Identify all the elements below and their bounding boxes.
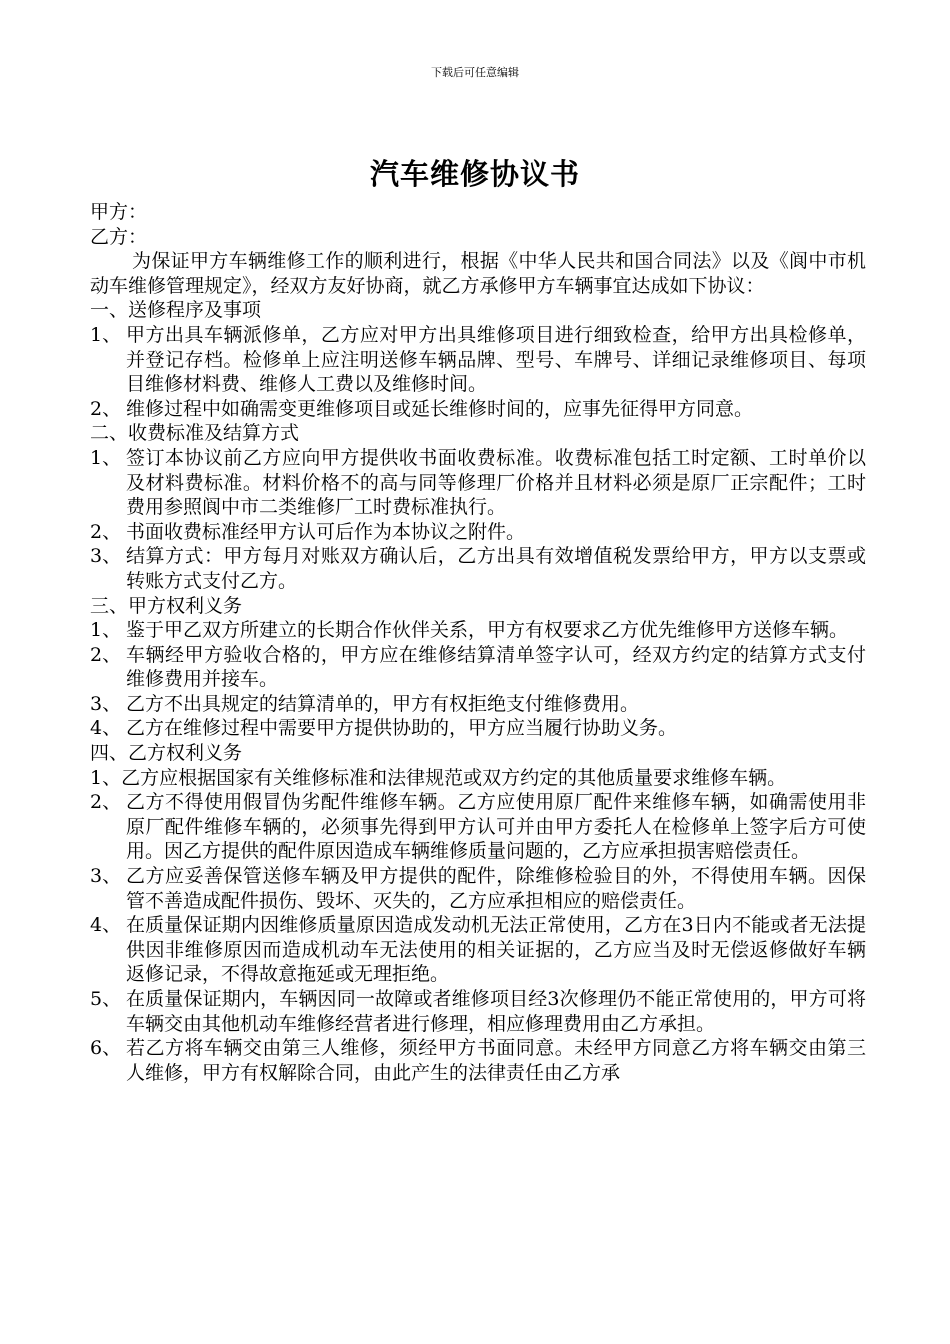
clause-text: 签订本协议前乙方应向甲方提供收书面收费标准。收费标准包括工时定额、工时单价以及材料费标准。材料价格不的高与同等修理厂价格并且材料必须是原厂正宗配件；工时费用参照阆中市二类维修厂工时费标准执行。 [126, 446, 866, 519]
clause-number: 2、 [90, 791, 122, 814]
clause-number: 2、 [90, 643, 122, 666]
clause-text: 乙方应根据国家有关维修标准和法律规范或双方约定的其他质量要求维修车辆。 [121, 766, 787, 789]
clause-text: 维修过程中如确需变更维修项目或延长维修时间的，应事先征得甲方同意。 [126, 397, 754, 420]
clause-item [90, 864, 866, 913]
clause-item [90, 397, 866, 422]
clause-number: 3、 [90, 692, 122, 715]
clause-text: 车辆经甲方验收合格的，甲方应在维修结算清单签字认可，经双方约定的结算方式支付维修费用并接车。 [126, 643, 866, 691]
section-heading: 四、乙方权利义务 [90, 742, 243, 765]
clause-text: 若乙方将车辆交由第三人维修，须经甲方书面同意。未经甲方同意乙方将车辆交由第三人维修，甲方有权解除合同，由此产生的法律责任由乙方承 [126, 1037, 866, 1084]
clause-text: 乙方应妥善保管送修车辆及甲方提供的配件，除维修检验目的外，不得使用车辆。因保管不善造成配件损伤、毁坏、灭失的，乙方应承担相应的赔偿责任。 [126, 865, 866, 912]
clause-text: 书面收费标准经甲方认可后作为本协议之附件。 [126, 520, 526, 543]
section-heading: 一、送修程序及事项 [90, 299, 262, 322]
clause-number: 4、 [90, 717, 122, 740]
party-a-label: 甲方： [90, 201, 148, 223]
party-b-label: 乙方： [90, 225, 148, 248]
clause-item [90, 766, 866, 791]
clause-item [90, 323, 866, 397]
clause-number: 1、 [90, 446, 122, 469]
clause-text: 乙方不出具规定的结算清单的，甲方有权拒绝支付维修费用。 [126, 692, 640, 715]
section-heading: 三、甲方权利义务 [90, 594, 243, 617]
clause-number: 3、 [90, 545, 122, 568]
clause-item [90, 618, 866, 643]
clause-number: 1、 [90, 766, 122, 789]
clause-number: 2、 [90, 520, 122, 543]
clause-number: 1、 [90, 323, 122, 346]
clause-text: 在质量保证期内，车辆因同一故障或者维修项目经3次修理仍不能正常使用的，甲方可将车辆交由其他机动车维修经营者进行修理，相应修理费用由乙方承担。 [126, 988, 866, 1035]
clause-item [90, 520, 866, 545]
section-heading: 二、收费标准及结算方式 [90, 422, 300, 445]
clause-text: 结算方式：甲方每月对账双方确认后，乙方出具有效增值税发票给甲方，甲方以支票或转账方式支付乙方。 [126, 545, 866, 592]
clause-number: 3、 [90, 865, 122, 888]
document-title: 汽车维修协议书 [369, 157, 580, 191]
clause-item [90, 544, 866, 593]
clause-text: 甲方出具车辆派修单，乙方应对甲方出具维修项目进行细致检查，给甲方出具检修单，并登记存档。检修单上应注明送修车辆品牌、型号、车牌号、详细记录维修项目、每项目维修材料费、维修人工费以及维修时间。 [126, 323, 866, 396]
clause-item [90, 643, 866, 692]
document-body [90, 200, 866, 1085]
clause-number: 6、 [90, 1037, 122, 1060]
clause-text: 乙方不得使用假冒伪劣配件维修车辆。乙方应使用原厂配件来维修车辆，如确需使用非原厂配件维修车辆的，必须事先得到甲方认可并由甲方委托人在检修单上签字后方可使用。因乙方提供的配件原因造成车辆维修质量问题的，乙方应承担损害赔偿责任。 [126, 791, 866, 863]
clause-item [90, 790, 866, 864]
clause-item [90, 987, 866, 1036]
clause-text: 乙方在维修过程中需要甲方提供协助的，甲方应当履行协助义务。 [126, 717, 678, 740]
header-note: 下载后可任意编辑 [431, 66, 519, 79]
clause-number: 1、 [90, 619, 122, 642]
clause-item [90, 692, 866, 717]
clause-item [90, 716, 866, 741]
clause-item [90, 913, 866, 987]
intro-paragraph: 为保证甲方车辆维修工作的顺利进行，根据《中华人民共和国合同法》以及《阆中市机动车维修管理规定》，经双方友好协商，就乙方承修甲方车辆事宜达成如下协议： [90, 250, 866, 297]
clause-number: 5、 [90, 988, 122, 1010]
clause-number: 2、 [90, 397, 122, 420]
clause-number: 4、 [90, 914, 122, 937]
clause-item [90, 1036, 866, 1085]
clause-item [90, 446, 866, 520]
clause-text: 在质量保证期内因维修质量原因造成发动机无法正常使用，乙方在3日内不能或者无法提供因非维修原因而造成机动车无法使用的相关证据的，乙方应当及时无偿返修做好车辆返修记录，不得故意拖延或无理拒绝。 [126, 914, 866, 986]
clause-text: 鉴于甲乙双方所建立的长期合作伙伴关系，甲方有权要求乙方优先维修甲方送修车辆。 [126, 619, 849, 642]
